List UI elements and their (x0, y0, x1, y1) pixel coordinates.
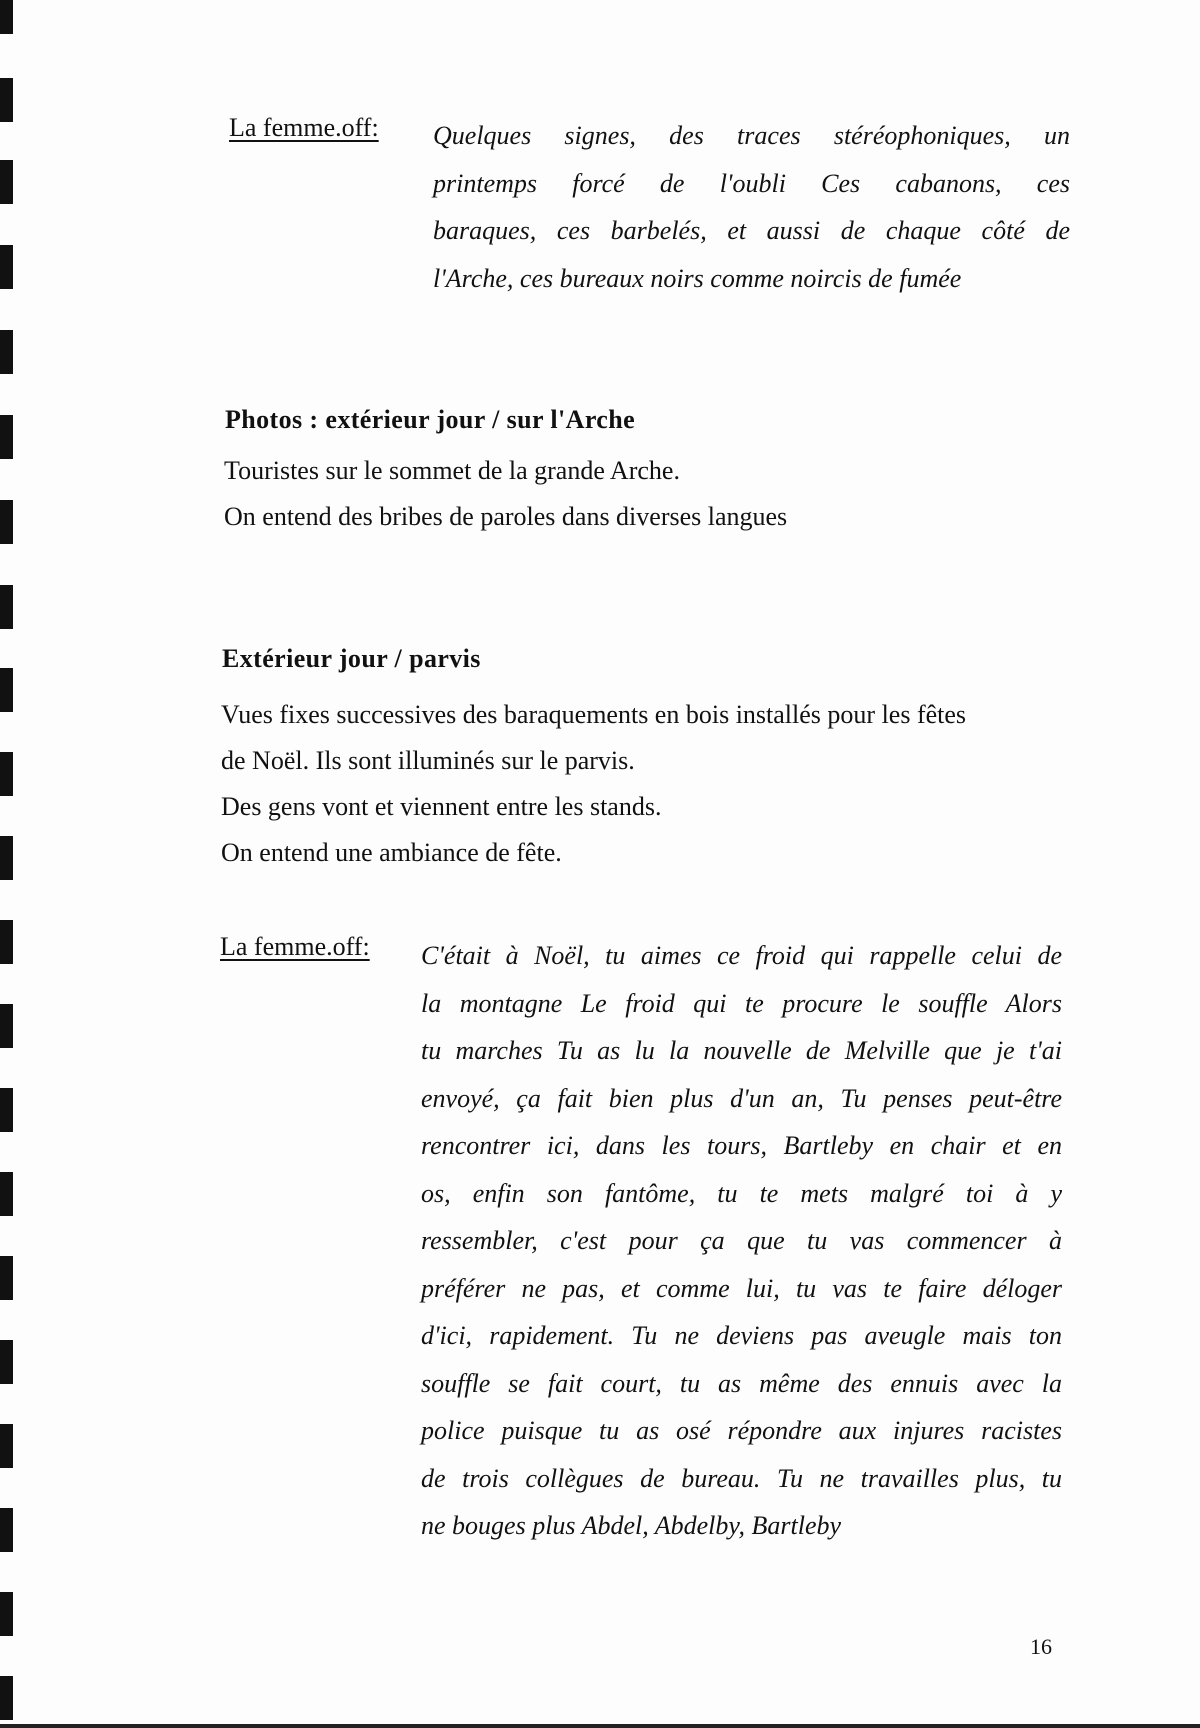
description-line: Des gens vont et viennent entre les stands. (221, 792, 662, 821)
voiceover-text (421, 932, 1062, 1550)
dialogue-line: l'Arche, ces bureaux noirs comme noircis de fumée (433, 263, 962, 293)
dialogue-line: baraques, ces barbelés, et aussi de chaque côté de (433, 216, 1070, 245)
dialogue-line: ressembler, c'est pour ça que tu vas commencer à (421, 1226, 1062, 1255)
scene-heading: Photos : extérieur jour / sur l'Arche (225, 405, 636, 434)
description-line: de Noël. Ils sont illuminés sur le parvis. (221, 746, 635, 775)
dialogue-line: printemps forcé de l'oubli Ces cabanons, ces (433, 168, 1070, 198)
description-line: Vues fixes successives des baraquements en bois installés pour les fêtes (221, 700, 967, 729)
dialogue-line: d'ici, rapidement. Tu ne deviens pas aveugle mais ton (421, 1321, 1062, 1350)
description-line: Touristes sur le sommet de la grande Arche. (224, 456, 680, 485)
voiceover-text (433, 112, 1070, 302)
description-line: On entend des bribes de paroles dans diverses langues (224, 502, 788, 531)
page-number: 16 (1030, 1634, 1052, 1659)
dialogue-line: tu marches Tu as lu la nouvelle de Melville que je t'ai (421, 1036, 1062, 1065)
description-line: On entend une ambiance de fête. (221, 838, 562, 867)
dialogue-line: C'était à Noël, tu aimes ce froid qui rappelle celui de (421, 941, 1062, 970)
scene-description (221, 692, 966, 876)
dialogue-line: envoyé, ça fait bien plus d'un an, Tu penses peut-être (421, 1083, 1062, 1113)
dialogue-line: police puisque tu as osé répondre aux injures racistes (421, 1416, 1062, 1445)
dialogue-line: rencontrer ici, dans les tours, Bartleby en chair et en (421, 1131, 1062, 1160)
binding-edge (0, 0, 14, 1728)
scene-heading: Extérieur jour / parvis (222, 644, 481, 673)
dialogue-line: préférer ne pas, et comme lui, tu vas te faire déloger (421, 1273, 1062, 1303)
scene-description (224, 448, 787, 540)
dialogue-line: de trois collègues de bureau. Tu ne travailles plus, tu (421, 1463, 1062, 1493)
dialogue-line: la montagne Le froid qui te procure le souffle Alors (421, 988, 1062, 1018)
speaker-label: La femme.off: (220, 932, 370, 961)
speaker-label: La femme.off: (229, 113, 379, 142)
dialogue-line: ne bouges plus Abdel, Abdelby, Bartleby (421, 1511, 842, 1540)
dialogue-line: os, enfin son fantôme, tu te mets malgré toi à y (421, 1178, 1062, 1208)
dialogue-line: Quelques signes, des traces stéréophoniques, un (433, 121, 1070, 150)
dialogue-line: souffle se fait court, tu as même des ennuis avec la (421, 1368, 1062, 1398)
page-bottom-edge (0, 1724, 1200, 1728)
